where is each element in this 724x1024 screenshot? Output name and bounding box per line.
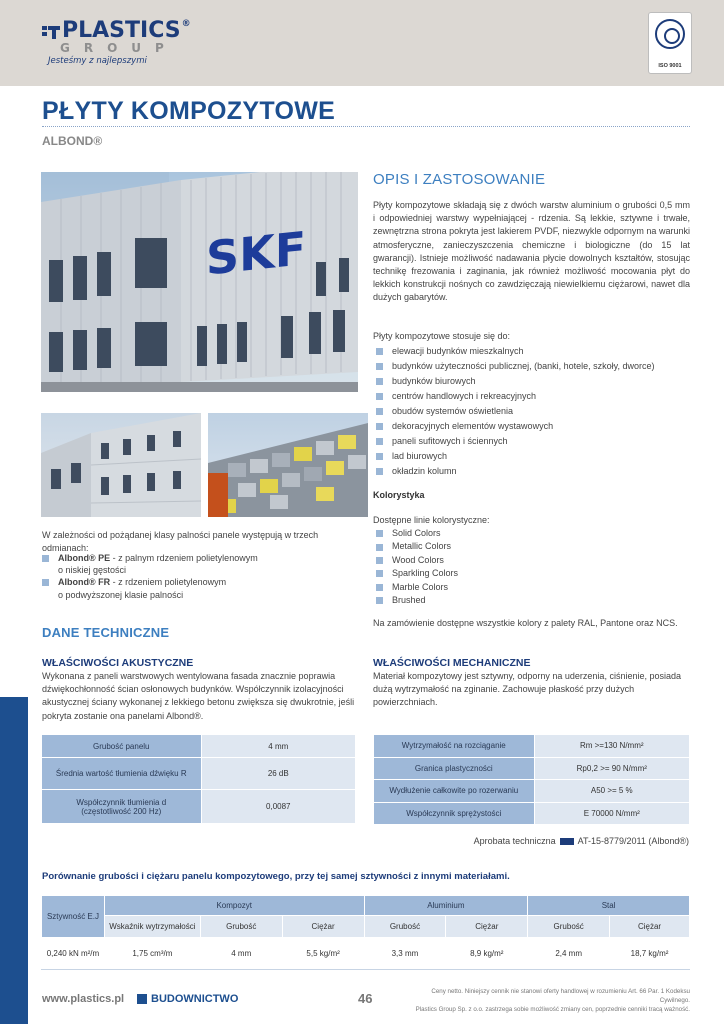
bullet-icon bbox=[376, 393, 383, 400]
table-cell: Rp0,2 >= 90 N/mm² bbox=[534, 757, 689, 780]
colors-intro: Dostępne linie kolorystyczne: bbox=[373, 515, 490, 525]
table-row bbox=[374, 780, 690, 803]
bullet-icon bbox=[376, 348, 383, 355]
mech-heading: WŁAŚCIWOŚCI MECHANICZNE bbox=[373, 657, 531, 669]
footer-square-icon bbox=[137, 994, 147, 1004]
list-item: okładzin kolumn bbox=[376, 464, 654, 479]
table-cell: 4 mm bbox=[201, 735, 355, 758]
building-photo-small-2 bbox=[208, 413, 368, 517]
list-item: Metallic Colors bbox=[376, 540, 458, 553]
technical-approval: Aprobata techniczna AT-15-8779/2011 (Albond®) bbox=[473, 836, 689, 846]
table-cell: Grubość panelu bbox=[42, 735, 202, 758]
list-item: lad biurowych bbox=[376, 449, 654, 464]
bullet-icon bbox=[376, 363, 383, 370]
building-photo-small-1 bbox=[41, 413, 201, 517]
table-cell: Wytrzymałość na rozciąganie bbox=[374, 735, 535, 758]
list-item: paneli sufitowych i ściennych bbox=[376, 434, 654, 449]
description-paragraph: Płyty kompozytowe składają się z dwóch warstw aluminium o grubości 0,5 mm i odpowiedniej warstwy wypełniającej - rdzenia. Są lekkie, sztywne i trwałe, zewnętrzna strona pokryta jest lakierem PVDF, niezwykle odpornym na warunki atmosferyczne, zanieczyszczenia chemiczne i biologiczne (do 15 lat gwarancji). Istnieje możliwość nadawania płycie dowolnych kształtów, stosując technikę frezowania i zaginania, jak również możliwość mocowania płyt do lekkich konstrukcji nośnych co zawdzięczają niewielkiemu ciężarowi, nawet dla dużych gabarytów. bbox=[373, 200, 690, 303]
bullet-icon bbox=[376, 570, 383, 577]
side-accent-bar bbox=[0, 697, 28, 1024]
bullet-icon bbox=[376, 468, 383, 475]
bullet-icon bbox=[376, 453, 383, 460]
table-cell: Rm >=130 N/mm² bbox=[534, 735, 689, 758]
acoustic-heading: WŁAŚCIWOŚCI AKUSTYCZNE bbox=[42, 657, 194, 669]
list-item: Albond® FR - z rdzeniem polietylenowym o podwyższonej klasie palności bbox=[42, 576, 258, 600]
table-cell: 4 mm bbox=[200, 938, 282, 970]
footer-url-link[interactable]: www.plastics.pl bbox=[42, 993, 125, 1005]
table-cell: Aluminium bbox=[364, 896, 528, 916]
iso-label: ISO 9001 bbox=[658, 63, 682, 69]
table-cell: Grubość bbox=[364, 916, 446, 938]
table-cell: 0,0087 bbox=[201, 790, 355, 824]
bullet-icon bbox=[42, 579, 49, 586]
logo-mark-icon bbox=[42, 23, 60, 39]
table-row bbox=[42, 790, 356, 824]
table-cell: Sztywność E.J bbox=[42, 896, 105, 938]
list-item: Marble Colors bbox=[376, 581, 458, 594]
list-item: Solid Colors bbox=[376, 527, 458, 540]
certification-seal-icon bbox=[655, 19, 685, 49]
table-cell: 8,9 kg/m² bbox=[446, 938, 528, 970]
uses-intro: Płyty kompozytowe stosuje się do: bbox=[373, 331, 511, 341]
table-cell: Ciężar bbox=[446, 916, 528, 938]
table-cell: Grubość bbox=[200, 916, 282, 938]
table-cell: Wskaźnik wytrzymałości bbox=[104, 916, 200, 938]
table-cell: Ciężar bbox=[282, 916, 364, 938]
bullet-icon bbox=[376, 530, 383, 537]
bullet-icon bbox=[376, 378, 383, 385]
fire-variants-list bbox=[42, 552, 258, 601]
table-cell: Grubość bbox=[528, 916, 610, 938]
table-cell: 3,3 mm bbox=[364, 938, 446, 970]
table-row bbox=[42, 735, 356, 758]
table-cell: Współczynnik sprężystości bbox=[374, 802, 535, 825]
facade-sign-text: SKF bbox=[205, 221, 307, 286]
table-cell: Średnia wartość tłumienia dźwięku R bbox=[42, 758, 202, 790]
table-row bbox=[42, 896, 690, 916]
table-cell: 0,240 kN m²/m bbox=[42, 938, 105, 970]
comparison-table bbox=[41, 895, 690, 970]
colored-panels-illustration bbox=[208, 413, 368, 517]
acoustic-text: Wykonana z paneli warstwowych wentylowana fasada znacznie poprawia dźwiękochłonność ścian osłonowych budynków. Współczynnik izolacyjności akustycznej ściany wykonanej z lekkiego betonu zwiększa się dwukrotnie, jeśli pokryta zostanie ona panelami Albond®. bbox=[42, 671, 355, 721]
list-item: dekoracyjnych elementów wystawowych bbox=[376, 419, 654, 434]
list-item: Wood Colors bbox=[376, 554, 458, 567]
bullet-icon bbox=[376, 438, 383, 445]
bullet-icon bbox=[376, 557, 383, 564]
tech-heading: DANE TECHNICZNE bbox=[42, 625, 170, 640]
header-band bbox=[0, 0, 724, 86]
table-row bbox=[42, 758, 356, 790]
list-item: budynków biurowych bbox=[376, 374, 654, 389]
table-cell: 5,5 kg/m² bbox=[282, 938, 364, 970]
product-subtitle: ALBOND® bbox=[42, 134, 103, 148]
page-title: PŁYTY KOMPOZYTOWE bbox=[42, 97, 336, 125]
bullet-icon bbox=[376, 597, 383, 604]
bullet-icon bbox=[42, 555, 49, 562]
bullet-icon bbox=[376, 584, 383, 591]
logo-tagline: Jesteśmy z najlepszymi bbox=[48, 56, 147, 66]
table-cell: E 70000 N/mm² bbox=[534, 802, 689, 825]
table-row bbox=[374, 802, 690, 825]
iso-certificate-badge bbox=[648, 12, 692, 74]
bullet-icon bbox=[376, 544, 383, 551]
color-lines-list bbox=[376, 527, 458, 607]
table-cell: 1,75 cm³/m bbox=[104, 938, 200, 970]
table-row bbox=[42, 938, 690, 970]
building-photo-main bbox=[41, 172, 358, 392]
fire-intro: W zależności od pożądanej klasy palności panele występują w trzech odmianach: bbox=[42, 530, 319, 554]
table-cell: Współczynnik tłumienia d (częstotliwość 200 Hz) bbox=[42, 790, 202, 824]
list-item: obudów systemów oświetlenia bbox=[376, 404, 654, 419]
itb-logo-icon bbox=[560, 838, 574, 845]
table-cell: Ciężar bbox=[610, 916, 690, 938]
list-item: Albond® PE - z palnym rdzeniem polietylenowym o niskiej gęstości bbox=[42, 552, 258, 576]
table-cell: 26 dB bbox=[201, 758, 355, 790]
table-cell: Stal bbox=[528, 896, 690, 916]
table-cell: A50 >= 5 % bbox=[534, 780, 689, 803]
list-item: Brushed bbox=[376, 594, 458, 607]
table-row bbox=[374, 735, 690, 758]
page-number: 46 bbox=[358, 991, 373, 1006]
bullet-icon bbox=[376, 423, 383, 430]
list-item: centrów handlowych i rekreacyjnych bbox=[376, 389, 654, 404]
table-cell: Wydłużenie całkowite po rozerwaniu bbox=[374, 780, 535, 803]
building-corner-illustration bbox=[41, 413, 201, 517]
mech-text: Materiał kompozytowy jest sztywny, odporny na uderzenia, ciśnienie, posiada dużą wytrzymałość na zginanie. Zachowuje płaskość przy dużych powierzchniach. bbox=[373, 671, 681, 708]
building-facade-illustration bbox=[41, 172, 358, 392]
title-divider bbox=[42, 126, 690, 127]
acoustic-table bbox=[41, 734, 356, 824]
table-row bbox=[42, 916, 690, 938]
mechanical-table bbox=[373, 734, 690, 825]
table-cell: 18,7 kg/m² bbox=[610, 938, 690, 970]
colors-heading: Kolorystyka bbox=[373, 490, 425, 500]
colors-note: Na zamówienie dostępne wszystkie kolory z palety RAL, Pantone oraz NCS. bbox=[373, 618, 678, 628]
table-row bbox=[374, 757, 690, 780]
footer-disclaimer: Ceny netto. Niniejszy cennik nie stanowi oferty handlowej w rozumieniu Art. 66 Par. 1 Kodeksu Cywilnego. Plastics Group Sp. z o.o. zastrzega sobie możliwość zmiany cen, poprzednie cenniki tracą ważność. bbox=[415, 988, 690, 1013]
footer-section: BUDOWNICTWO bbox=[151, 993, 239, 1005]
list-item: budynków użyteczności publicznej, (banki, hotele, szkoły, dworce) bbox=[376, 359, 654, 374]
table-cell: Granica plastyczności bbox=[374, 757, 535, 780]
description-heading: OPIS I ZASTOSOWANIE bbox=[373, 171, 546, 188]
table-cell: 2,4 mm bbox=[528, 938, 610, 970]
table-cell: Kompozyt bbox=[104, 896, 364, 916]
logo-group-text: GROUP bbox=[60, 41, 178, 55]
logo-wordmark: PLASTICS ® bbox=[42, 18, 191, 43]
bullet-icon bbox=[376, 408, 383, 415]
uses-list bbox=[376, 344, 654, 479]
list-item: Sparkling Colors bbox=[376, 567, 458, 580]
list-item: elewacji budynków mieszkalnych bbox=[376, 344, 654, 359]
comparison-title: Porównanie grubości i ciężaru panelu kompozytowego, przy tej samej sztywności z innymi materiałami. bbox=[42, 871, 510, 882]
company-logo[interactable] bbox=[42, 18, 191, 66]
